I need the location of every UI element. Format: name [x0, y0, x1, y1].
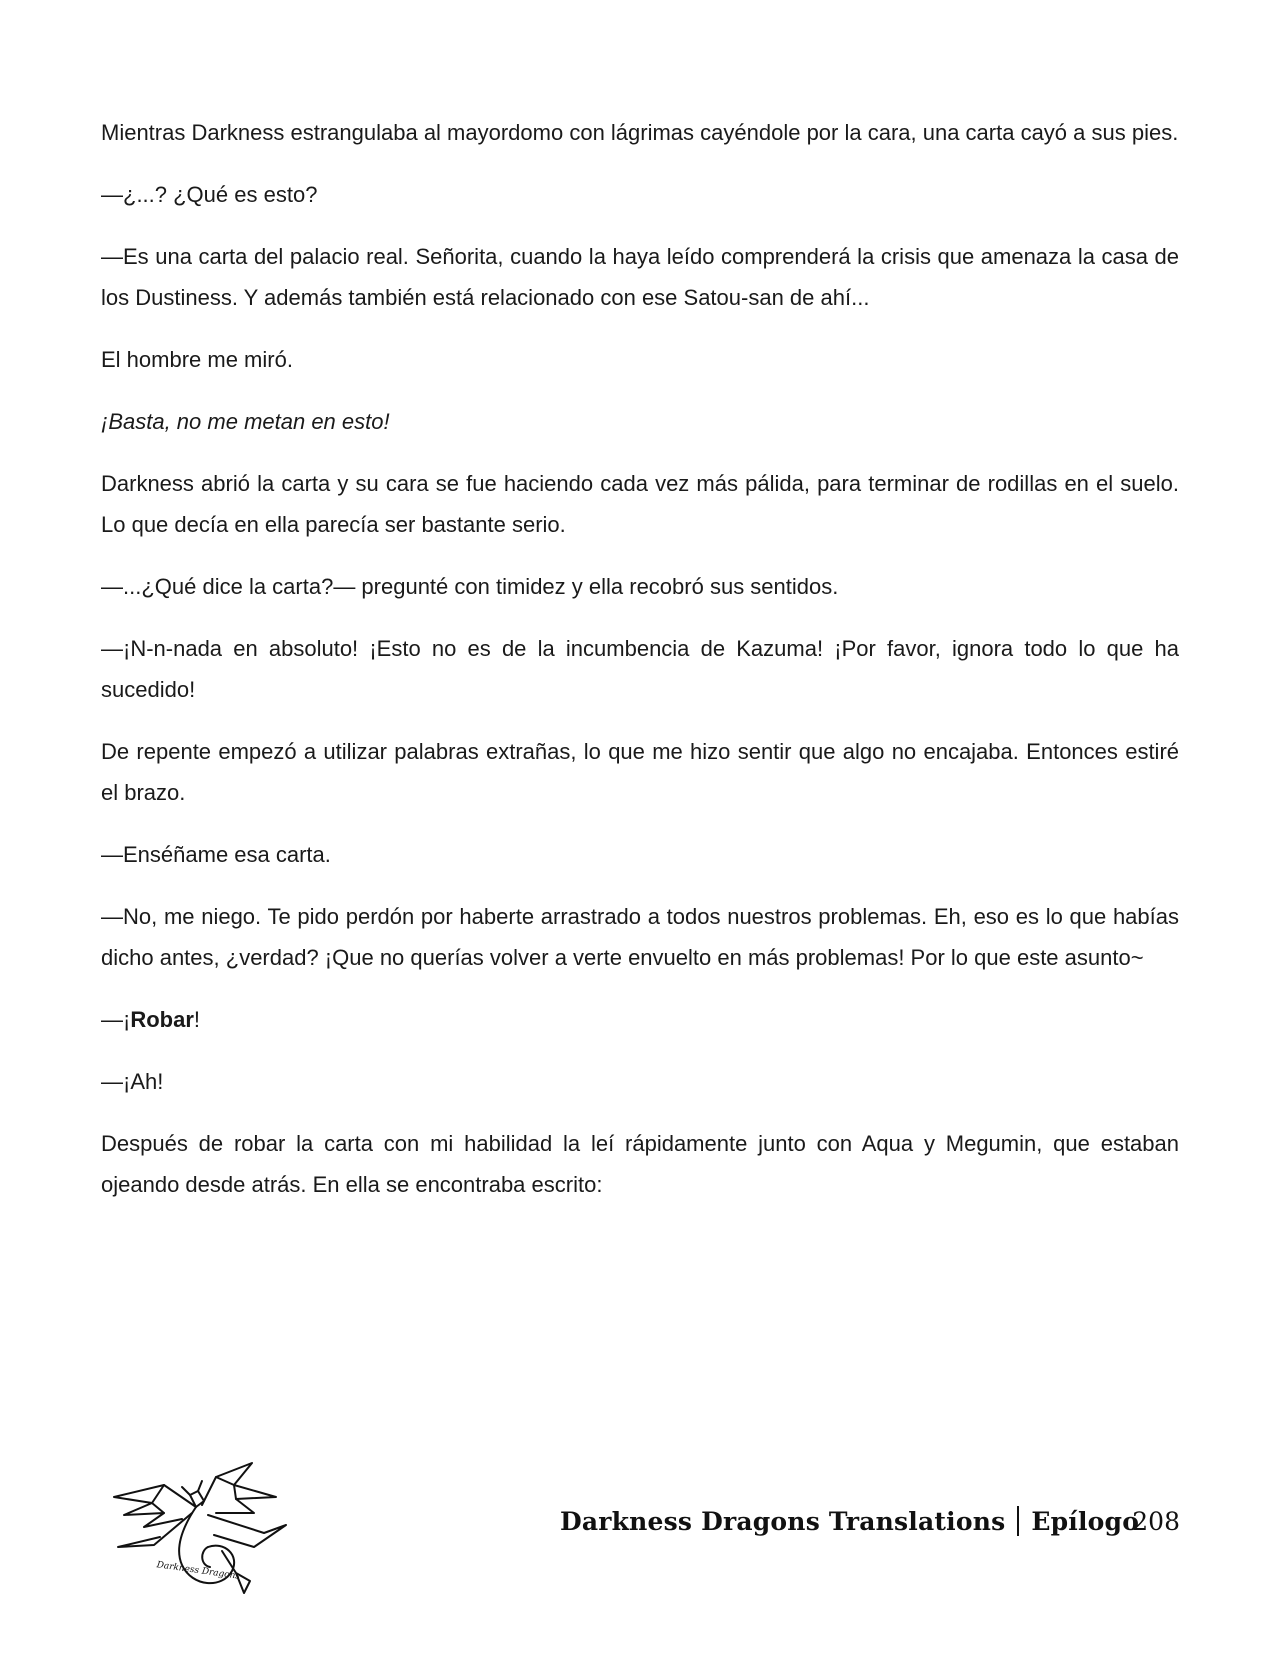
paragraph: —...¿Qué dice la carta?— pregunté con timidez y ella recobró sus sentidos.: [101, 574, 839, 599]
shout-prefix: —¡: [101, 1007, 131, 1032]
paragraph: De repente empezó a utilizar palabras extrañas, lo que me hizo sentir que algo no encajaba. Entonces estiré el brazo.: [101, 739, 1179, 805]
footer-chapter: Epílogo: [1031, 1507, 1140, 1536]
footer-title: [560, 1507, 1140, 1539]
paragraph: —¿...? ¿Qué es esto?: [101, 182, 318, 207]
dragon-logo-icon: [104, 1455, 294, 1605]
paragraph: —No, me niego. Te pido perdón por haberte arrastrado a todos nuestros problemas. Eh, eso es lo que habías dicho antes, ¿verdad? ¡Que no querías volver a verte envuelto en más problemas! Por lo que este asunto~: [101, 904, 1179, 970]
page-footer: [0, 1455, 1280, 1605]
shout-suffix: !: [193, 1007, 201, 1032]
paragraph: —¡N-n-nada en absoluto! ¡Esto no es de la incumbencia de Kazuma! ¡Por favor, ignora todo lo que ha sucedido!: [101, 636, 1179, 702]
footer-divider: [1017, 1506, 1019, 1536]
page-number: 208: [1132, 1507, 1180, 1536]
footer-brand: Darkness Dragons Translations: [560, 1507, 1006, 1536]
paragraph: Darkness abrió la carta y su cara se fue haciendo cada vez más pálida, para terminar de rodillas en el suelo. Lo que decía en ella parecía ser bastante serio.: [101, 471, 1179, 537]
logo-text: Darkness Dragons: [155, 1560, 241, 1582]
paragraph: El hombre me miró.: [101, 347, 293, 372]
skill-name: Robar: [130, 1007, 194, 1032]
paragraph: Después de robar la carta con mi habilidad la leí rápidamente junto con Aqua y Megumin, que estaban ojeando desde atrás. En ella se encontraba escrito:: [101, 1131, 1179, 1197]
paragraph: Mientras Darkness estrangulaba al mayordomo con lágrimas cayéndole por la cara, una carta cayó a sus pies.: [101, 120, 1179, 145]
paragraph-italic-thought: ¡Basta, no me metan en esto!: [101, 409, 390, 434]
paragraph-skill-shout: [101, 999, 1179, 1040]
paragraph: —Es una carta del palacio real. Señorita, cuando la haya leído comprenderá la crisis que amenaza la casa de los Dustiness. Y además también está relacionado con ese Satou-san de ahí...: [101, 244, 1179, 310]
page-body: [101, 112, 1179, 1226]
paragraph: —¡Ah!: [101, 1069, 164, 1094]
paragraph: —Enséñame esa carta.: [101, 842, 331, 867]
